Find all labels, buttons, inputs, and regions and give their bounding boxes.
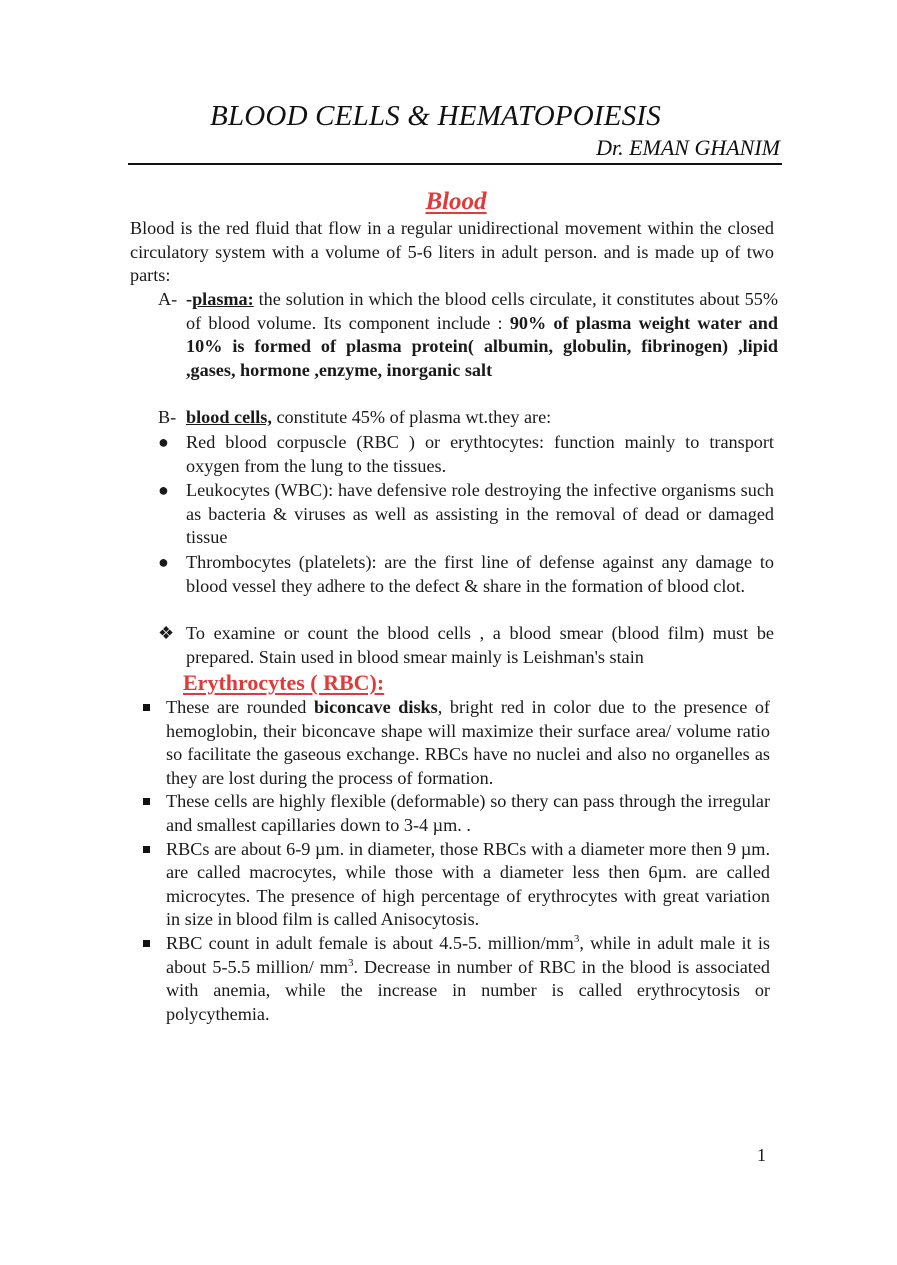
rbc-count-superscript-1: 3 xyxy=(573,932,580,945)
plasma-item-body xyxy=(186,288,778,382)
cell-types-list xyxy=(158,431,774,598)
blood-section-heading: Blood xyxy=(425,188,487,215)
plasma-prefix: - xyxy=(186,289,193,309)
rbc-count-paragraph xyxy=(166,932,770,1026)
blood-intro-paragraph: Blood is the red fluid that flow in a regular unidirectional movement within the closed circulatory system with a volume of 5-6 liters in adult person. and is made up of two parts: xyxy=(130,218,774,286)
blood-cells-label: blood cells, xyxy=(186,407,272,427)
rbc-shape-text-end: , bright red in color due to the presence of hemoglobin, their biconcave shape will maximize their surface area/ volume ratio so facilitate the gaseous exchange. RBCs have no nuclei and also no organelles as they are lost during the process of formation. xyxy=(166,697,770,788)
erythrocytes-heading: Erythrocytes ( RBC): xyxy=(183,670,385,695)
square-bullet-icon xyxy=(140,790,166,837)
bullet-dot-icon: ● xyxy=(158,432,169,452)
square-bullet-icon xyxy=(140,932,166,1026)
rbc-flexibility-paragraph: These cells are highly flexible (deformable) so thery can pass through the irregular and smallest capillaries down to 3-4 µm. . xyxy=(166,791,770,835)
author-name: Dr. EMAN GHANIM xyxy=(596,135,780,160)
plasma-bold-text: 90% of plasma weight water and 10% is formed of plasma protein( albumin, globulin, fibrinogen) ,lipid ,gases, hormone ,enzyme, inorganic salt xyxy=(186,312,779,380)
plasma-item xyxy=(158,288,778,382)
rbc-count-text-a: RBC count in adult female is about 4.5-5. million/mm xyxy=(166,932,574,953)
cell-type-platelets: Thrombocytes (platelets): are the first line of defense against any damage to blood vessel they adhere to the defect & share in the formation of blood clot. xyxy=(186,551,774,596)
square-bullet-icon xyxy=(140,696,166,790)
title-divider xyxy=(128,163,782,165)
blood-smear-note-text: To examine or count the blood cells , a blood smear (blood film) must be prepared. Stain used in blood smear mainly is Leishman's stain xyxy=(186,623,774,667)
list-item xyxy=(158,551,774,598)
rbc-shape-paragraph xyxy=(166,696,770,790)
page-number: 1 xyxy=(757,1145,766,1165)
bullet-dot-icon: ● xyxy=(158,551,169,572)
square-bullet-icon xyxy=(140,838,166,932)
plasma-text: the solution in which the blood cells circulate, it constitutes about 55% of blood volume. Its component include : xyxy=(186,289,778,333)
blood-cells-item-body xyxy=(186,406,778,430)
rbc-count-superscript-2: 3 xyxy=(348,956,354,969)
rbc-count-text-b: , while in adult male it is about 5-5.5 million/ mm xyxy=(166,932,770,977)
rbc-size-paragraph: RBCs are about 6-9 µm. in diameter, those RBCs with a diameter more then 9 µm. are called macrocytes, while those with a diameter less then 6µm. are called microcytes. The presence of high percentage of erythrocytes with great variation in size in blood film is called Anisocytosis. xyxy=(166,838,770,930)
plasma-item-marker: A- xyxy=(158,289,178,309)
list-item xyxy=(140,790,770,837)
list-item xyxy=(158,479,774,550)
blood-cells-item xyxy=(158,406,778,430)
cell-type-rbc: Red blood corpuscle (RBC ) or erythtocytes: function mainly to transport oxygen from the lung to the tissues. xyxy=(186,432,774,476)
list-item xyxy=(140,838,770,932)
plasma-label: plasma: xyxy=(192,289,254,309)
blood-cells-item-marker: B- xyxy=(158,407,177,427)
list-item xyxy=(140,932,770,1026)
blood-smear-note xyxy=(158,622,774,669)
document-title: BLOOD CELLS & HEMATOPOIESIS xyxy=(210,100,661,132)
blood-cells-text: constitute 45% of plasma wt.they are: xyxy=(271,407,552,427)
cell-type-wbc: Leukocytes (WBC): have defensive role destroying the infective organisms such as bacteria & viruses as well as assisting in the removal of dead or damaged tissue xyxy=(186,480,774,548)
rbc-shape-text-start: These are rounded xyxy=(166,697,314,717)
list-item xyxy=(140,696,770,790)
list-item xyxy=(158,431,774,478)
list-item xyxy=(158,622,774,669)
rbc-shape-bold: biconcave disks xyxy=(313,697,438,717)
bullet-dot-icon: ● xyxy=(158,480,169,501)
erythrocytes-list xyxy=(140,696,770,1026)
diamond-bullet-icon: ❖ xyxy=(158,623,175,643)
rbc-count-text-c: . Decrease in number of RBC in the blood is associated with anemia, while the increase in number is called erythrocytosis or polycythemia. xyxy=(166,956,771,1024)
